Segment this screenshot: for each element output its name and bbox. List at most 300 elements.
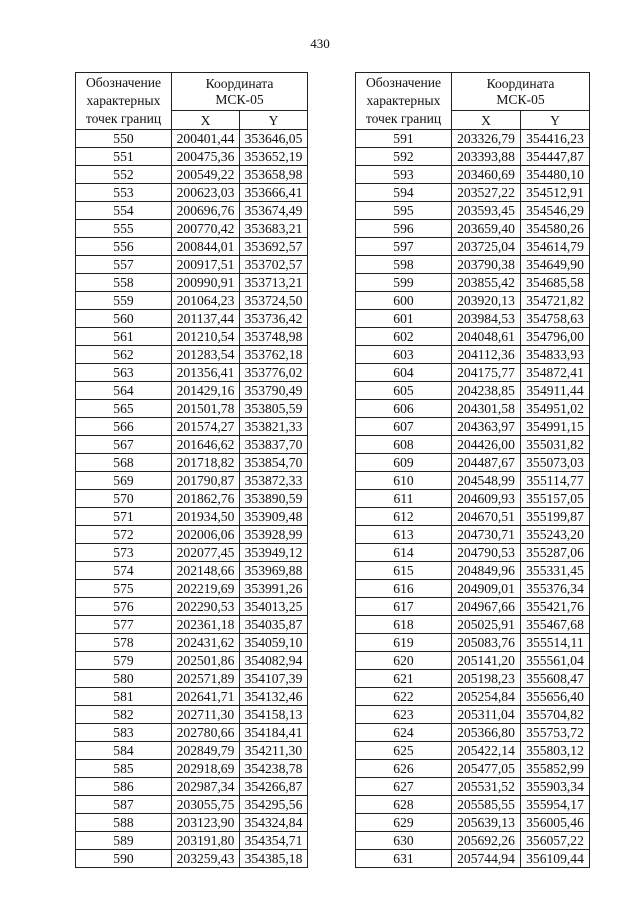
point-number-cell: 621 [356,670,452,688]
table-row [356,562,590,580]
y-coordinate-cell: 354991,15 [521,418,590,436]
point-number-cell: 565 [76,400,172,418]
x-coordinate-cell: 201429,16 [172,382,240,400]
table-row [356,130,590,148]
point-number-cell: 600 [356,292,452,310]
point-number-cell: 607 [356,418,452,436]
y-coordinate-cell: 354580,26 [521,220,590,238]
x-coordinate-cell: 204175,77 [452,364,521,382]
x-coordinate-cell: 205422,14 [452,742,521,760]
y-coordinate-cell: 355803,12 [521,742,590,760]
x-coordinate-cell: 204609,93 [452,490,521,508]
x-coordinate-cell: 205025,91 [452,616,521,634]
x-coordinate-cell: 202006,06 [172,526,240,544]
point-number-cell: 564 [76,382,172,400]
point-number-cell: 610 [356,472,452,490]
table-row [76,472,308,490]
x-coordinate-cell: 202219,69 [172,580,240,598]
x-coordinate-cell: 205254,84 [452,688,521,706]
y-coordinate-cell: 353969,88 [240,562,308,580]
y-coordinate-cell: 354512,91 [521,184,590,202]
x-coordinate-cell: 203326,79 [452,130,521,148]
y-coordinate-cell: 355157,05 [521,490,590,508]
table-row [76,706,308,724]
y-coordinate-cell: 353658,98 [240,166,308,184]
y-coordinate-cell: 354447,87 [521,148,590,166]
point-number-cell: 557 [76,256,172,274]
y-coordinate-cell: 354911,44 [521,382,590,400]
x-coordinate-cell: 205311,04 [452,706,521,724]
table-row [356,490,590,508]
coordinates-table-left [75,72,308,868]
y-coordinate-cell: 353724,50 [240,292,308,310]
table-row [76,238,308,256]
x-coordinate-cell: 202290,53 [172,598,240,616]
header-point-label-line-2: характерных [366,93,441,108]
header-coordinate-line-1: Координата [486,75,555,91]
point-number-cell: 587 [76,796,172,814]
point-number-cell: 573 [76,544,172,562]
point-number-cell: 559 [76,292,172,310]
y-coordinate-cell: 355852,99 [521,760,590,778]
y-coordinate-cell: 355656,40 [521,688,590,706]
y-coordinate-cell: 355421,76 [521,598,590,616]
y-coordinate-cell: 354238,78 [240,760,308,778]
table-row [356,220,590,238]
y-coordinate-cell: 353854,70 [240,454,308,472]
point-number-cell: 590 [76,850,172,868]
table-row [356,238,590,256]
point-number-cell: 553 [76,184,172,202]
point-number-cell: 601 [356,310,452,328]
x-coordinate-cell: 205083,76 [452,634,521,652]
y-coordinate-cell: 354796,00 [521,328,590,346]
point-number-cell: 596 [356,220,452,238]
table-row [76,436,308,454]
x-coordinate-cell: 201718,82 [172,454,240,472]
point-number-cell: 588 [76,814,172,832]
point-number-cell: 570 [76,490,172,508]
table-row [76,148,308,166]
table-row [76,328,308,346]
y-coordinate-cell: 353890,59 [240,490,308,508]
y-coordinate-cell: 353928,99 [240,526,308,544]
y-coordinate-cell: 353702,57 [240,256,308,274]
header-point-label [76,73,172,130]
y-coordinate-cell: 354059,10 [240,634,308,652]
y-coordinate-cell: 353790,49 [240,382,308,400]
table-row [356,202,590,220]
table-row [356,706,590,724]
table-body-left [76,130,308,868]
table-row [356,472,590,490]
y-coordinate-cell: 354266,87 [240,778,308,796]
x-coordinate-cell: 203659,40 [452,220,521,238]
point-number-cell: 585 [76,760,172,778]
y-coordinate-cell: 354132,46 [240,688,308,706]
table-row [356,346,590,364]
y-coordinate-cell: 355704,82 [521,706,590,724]
x-coordinate-cell: 203123,90 [172,814,240,832]
header-y: Y [521,111,590,130]
y-coordinate-cell: 355287,06 [521,544,590,562]
table-row [76,130,308,148]
x-coordinate-cell: 201574,27 [172,418,240,436]
point-number-cell: 575 [76,580,172,598]
y-coordinate-cell: 353762,18 [240,346,308,364]
y-coordinate-cell: 355514,11 [521,634,590,652]
x-coordinate-cell: 204730,71 [452,526,521,544]
table-row [356,292,590,310]
x-coordinate-cell: 203191,80 [172,832,240,850]
table-row [76,400,308,418]
x-coordinate-cell: 203593,45 [452,202,521,220]
point-number-cell: 567 [76,436,172,454]
table-row [76,526,308,544]
x-coordinate-cell: 202501,86 [172,652,240,670]
table-row [76,166,308,184]
table-row [76,832,308,850]
table-body-right [356,130,590,868]
y-coordinate-cell: 353909,48 [240,508,308,526]
point-number-cell: 612 [356,508,452,526]
point-number-cell: 615 [356,562,452,580]
header-point-label-line-1: Обозначение [85,75,162,90]
x-coordinate-cell: 203055,75 [172,796,240,814]
table-row [356,742,590,760]
point-number-cell: 574 [76,562,172,580]
table-row [76,184,308,202]
point-number-cell: 626 [356,760,452,778]
table-row [356,634,590,652]
y-coordinate-cell: 355608,47 [521,670,590,688]
y-coordinate-cell: 354354,71 [240,832,308,850]
table-row [356,400,590,418]
header-coordinate-line-2: МСК-05 [215,91,264,107]
y-coordinate-cell: 355753,72 [521,724,590,742]
table-row [356,598,590,616]
point-number-cell: 562 [76,346,172,364]
point-number-cell: 578 [76,634,172,652]
y-coordinate-cell: 354685,58 [521,274,590,292]
table-row [356,832,590,850]
table-row [76,796,308,814]
y-coordinate-cell: 354107,39 [240,670,308,688]
y-coordinate-cell: 353713,21 [240,274,308,292]
y-coordinate-cell: 356005,46 [521,814,590,832]
coordinates-table-right [355,72,590,868]
point-number-cell: 604 [356,364,452,382]
point-number-cell: 580 [76,670,172,688]
table-row [76,274,308,292]
x-coordinate-cell: 201210,54 [172,328,240,346]
y-coordinate-cell: 353736,42 [240,310,308,328]
x-coordinate-cell: 203920,13 [452,292,521,310]
x-coordinate-cell: 201137,44 [172,310,240,328]
y-coordinate-cell: 353646,05 [240,130,308,148]
table-row [356,544,590,562]
y-coordinate-cell: 355561,04 [521,652,590,670]
x-coordinate-cell: 204426,00 [452,436,521,454]
table-row [76,616,308,634]
y-coordinate-cell: 353821,33 [240,418,308,436]
point-number-cell: 556 [76,238,172,256]
point-number-cell: 599 [356,274,452,292]
y-coordinate-cell: 354546,29 [521,202,590,220]
table-row [76,778,308,796]
x-coordinate-cell: 203527,22 [452,184,521,202]
table-row [356,148,590,166]
x-coordinate-cell: 202987,34 [172,778,240,796]
table-row [76,742,308,760]
x-coordinate-cell: 200475,36 [172,148,240,166]
table-row [76,688,308,706]
y-coordinate-cell: 354758,63 [521,310,590,328]
y-coordinate-cell: 353666,41 [240,184,308,202]
point-number-cell: 569 [76,472,172,490]
y-coordinate-cell: 354184,41 [240,724,308,742]
y-coordinate-cell: 354614,79 [521,238,590,256]
point-number-cell: 630 [356,832,452,850]
y-coordinate-cell: 354951,02 [521,400,590,418]
x-coordinate-cell: 203259,43 [172,850,240,868]
y-coordinate-cell: 354416,23 [521,130,590,148]
point-number-cell: 595 [356,202,452,220]
x-coordinate-cell: 202571,89 [172,670,240,688]
x-coordinate-cell: 201790,87 [172,472,240,490]
x-coordinate-cell: 204238,85 [452,382,521,400]
y-coordinate-cell: 353805,59 [240,400,308,418]
point-number-cell: 589 [76,832,172,850]
table-row [356,508,590,526]
point-number-cell: 617 [356,598,452,616]
table-row [76,490,308,508]
y-coordinate-cell: 353692,57 [240,238,308,256]
table-row [76,346,308,364]
point-number-cell: 627 [356,778,452,796]
table-row [76,634,308,652]
x-coordinate-cell: 205531,52 [452,778,521,796]
x-coordinate-cell: 204112,36 [452,346,521,364]
point-number-cell: 609 [356,454,452,472]
x-coordinate-cell: 202918,69 [172,760,240,778]
y-coordinate-cell: 354385,18 [240,850,308,868]
table-row [76,724,308,742]
x-coordinate-cell: 200917,51 [172,256,240,274]
table-row [356,688,590,706]
point-number-cell: 618 [356,616,452,634]
table-row [76,598,308,616]
header-point-label [356,73,452,130]
table-row [356,778,590,796]
table-row [356,796,590,814]
x-coordinate-cell: 205744,94 [452,850,521,868]
x-coordinate-cell: 201501,78 [172,400,240,418]
y-coordinate-cell: 355954,17 [521,796,590,814]
point-number-cell: 582 [76,706,172,724]
x-coordinate-cell: 203460,69 [452,166,521,184]
x-coordinate-cell: 204849,96 [452,562,521,580]
point-number-cell: 614 [356,544,452,562]
x-coordinate-cell: 203393,88 [452,148,521,166]
y-coordinate-cell: 354013,25 [240,598,308,616]
point-number-cell: 591 [356,130,452,148]
table-row [76,220,308,238]
x-coordinate-cell: 202431,62 [172,634,240,652]
y-coordinate-cell: 355114,77 [521,472,590,490]
point-number-cell: 572 [76,526,172,544]
table-row [76,652,308,670]
y-coordinate-cell: 353674,49 [240,202,308,220]
table-row [76,814,308,832]
header-coordinate [172,73,308,111]
point-number-cell: 593 [356,166,452,184]
y-coordinate-cell: 354035,87 [240,616,308,634]
point-number-cell: 623 [356,706,452,724]
x-coordinate-cell: 205692,26 [452,832,521,850]
table-row [76,292,308,310]
table-row [356,652,590,670]
x-coordinate-cell: 201646,62 [172,436,240,454]
y-coordinate-cell: 353748,98 [240,328,308,346]
table-row [356,418,590,436]
x-coordinate-cell: 205198,23 [452,670,521,688]
table-row [76,580,308,598]
table-row [76,562,308,580]
point-number-cell: 592 [356,148,452,166]
table-row [356,274,590,292]
y-coordinate-cell: 354480,10 [521,166,590,184]
header-coordinate-line-2: МСК-05 [496,91,545,107]
y-coordinate-cell: 354833,93 [521,346,590,364]
x-coordinate-cell: 200696,76 [172,202,240,220]
header-x: X [452,111,521,130]
table-row [356,454,590,472]
point-number-cell: 620 [356,652,452,670]
point-number-cell: 571 [76,508,172,526]
table-row [356,364,590,382]
x-coordinate-cell: 204790,53 [452,544,521,562]
x-coordinate-cell: 203725,04 [452,238,521,256]
point-number-cell: 598 [356,256,452,274]
x-coordinate-cell: 204967,66 [452,598,521,616]
table-row [76,310,308,328]
point-number-cell: 628 [356,796,452,814]
point-number-cell: 561 [76,328,172,346]
y-coordinate-cell: 353683,21 [240,220,308,238]
point-number-cell: 622 [356,688,452,706]
table-row [76,454,308,472]
table-row [356,184,590,202]
x-coordinate-cell: 204363,97 [452,418,521,436]
y-coordinate-cell: 354295,56 [240,796,308,814]
point-number-cell: 550 [76,130,172,148]
point-number-cell: 554 [76,202,172,220]
x-coordinate-cell: 204301,58 [452,400,521,418]
y-coordinate-cell: 356057,22 [521,832,590,850]
point-number-cell: 558 [76,274,172,292]
table-row [76,364,308,382]
y-coordinate-cell: 353872,33 [240,472,308,490]
point-number-cell: 566 [76,418,172,436]
x-coordinate-cell: 200401,44 [172,130,240,148]
table-row [356,328,590,346]
x-coordinate-cell: 200623,03 [172,184,240,202]
header-point-label-line-3: точек границ [85,111,162,126]
y-coordinate-cell: 353837,70 [240,436,308,454]
x-coordinate-cell: 200549,22 [172,166,240,184]
point-number-cell: 579 [76,652,172,670]
table-row [356,850,590,868]
point-number-cell: 581 [76,688,172,706]
table-row [76,544,308,562]
point-number-cell: 603 [356,346,452,364]
table-row [76,382,308,400]
x-coordinate-cell: 204670,51 [452,508,521,526]
y-coordinate-cell: 355031,82 [521,436,590,454]
y-coordinate-cell: 356109,44 [521,850,590,868]
y-coordinate-cell: 355376,34 [521,580,590,598]
x-coordinate-cell: 205477,05 [452,760,521,778]
table-row [356,616,590,634]
table-row [356,670,590,688]
point-number-cell: 583 [76,724,172,742]
table-row [356,724,590,742]
point-number-cell: 619 [356,634,452,652]
point-number-cell: 584 [76,742,172,760]
x-coordinate-cell: 205141,20 [452,652,521,670]
x-coordinate-cell: 205366,80 [452,724,521,742]
x-coordinate-cell: 203984,53 [452,310,521,328]
table-row [76,508,308,526]
table-row [356,760,590,778]
y-coordinate-cell: 354211,30 [240,742,308,760]
table-row [356,814,590,832]
point-number-cell: 597 [356,238,452,256]
point-number-cell: 594 [356,184,452,202]
point-number-cell: 629 [356,814,452,832]
x-coordinate-cell: 205585,55 [452,796,521,814]
table-row [76,256,308,274]
y-coordinate-cell: 355331,45 [521,562,590,580]
x-coordinate-cell: 201283,54 [172,346,240,364]
x-coordinate-cell: 203790,38 [452,256,521,274]
table-row [356,166,590,184]
y-coordinate-cell: 354324,84 [240,814,308,832]
point-number-cell: 616 [356,580,452,598]
table-row [76,202,308,220]
point-number-cell: 568 [76,454,172,472]
x-coordinate-cell: 202711,30 [172,706,240,724]
x-coordinate-cell: 204048,61 [452,328,521,346]
point-number-cell: 631 [356,850,452,868]
y-coordinate-cell: 355467,68 [521,616,590,634]
point-number-cell: 624 [356,724,452,742]
page-number: 430 [310,36,330,51]
table-row [76,850,308,868]
header-y: Y [240,111,308,130]
point-number-cell: 576 [76,598,172,616]
y-coordinate-cell: 355073,03 [521,454,590,472]
x-coordinate-cell: 201356,41 [172,364,240,382]
y-coordinate-cell: 354158,13 [240,706,308,724]
table-row [76,760,308,778]
x-coordinate-cell: 201064,23 [172,292,240,310]
y-coordinate-cell: 355199,87 [521,508,590,526]
point-number-cell: 552 [76,166,172,184]
x-coordinate-cell: 200844,01 [172,238,240,256]
header-coordinate-line-1: Координата [205,75,274,91]
